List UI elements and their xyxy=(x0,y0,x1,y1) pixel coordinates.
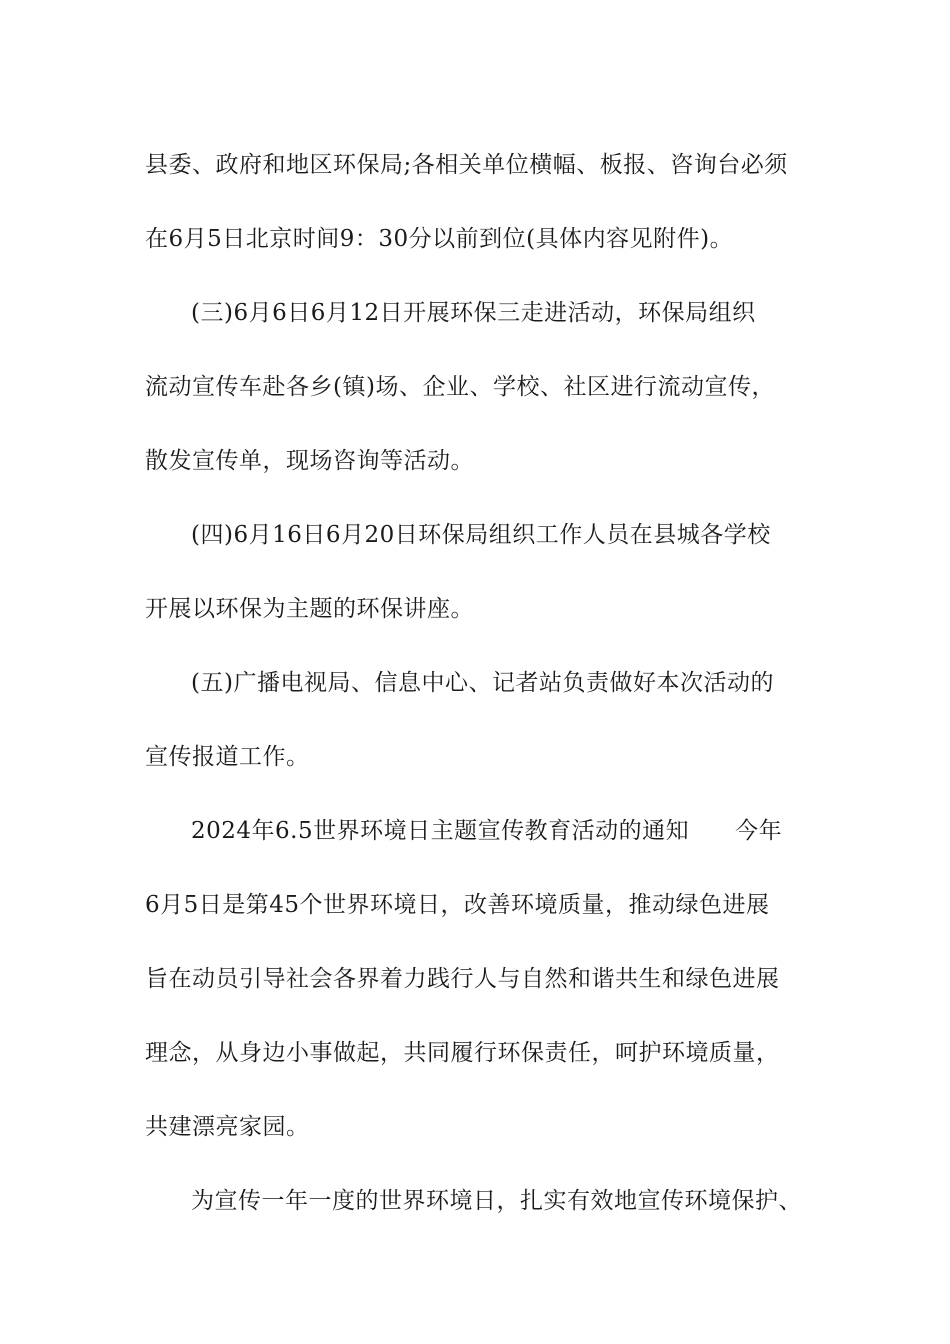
text-line: (四)6月16日6月20日环保局组织工作人员在县城各学校 xyxy=(191,522,771,548)
notice-lead: 今年 xyxy=(735,818,783,844)
text-line: 6月5日是第45个世界环境日，改善环境质量，推动绿色进展 xyxy=(145,892,770,918)
text-line: 理念，从身边小事做起，共同履行环保责任，呵护环境质量， xyxy=(145,1040,780,1066)
document-body xyxy=(145,128,825,1238)
text-line: 散发宣传单，现场咨询等活动。 xyxy=(145,448,474,474)
paragraph-6 xyxy=(145,1164,825,1238)
text-line: 共建漂亮家园。 xyxy=(145,1114,310,1140)
notice-title: 2024年6.5世界环境日主题宣传教育活动的通知 xyxy=(191,818,690,844)
paragraph-1 xyxy=(145,128,825,276)
paragraph-2 xyxy=(145,276,825,498)
text-line: (三)6月6日6月12日开展环保三走进活动，环保局组织 xyxy=(191,300,756,326)
text-line xyxy=(145,794,825,868)
text-line: 在6月5日北京时间9：30分以前到位(具体内容见附件)。 xyxy=(145,226,734,252)
paragraph-4 xyxy=(145,646,825,794)
text-line: 开展以环保为主题的环保讲座。 xyxy=(145,596,474,622)
text-line: 宣传报道工作。 xyxy=(145,744,310,770)
text-line: (五)广播电视局、信息中心、记者站负责做好本次活动的 xyxy=(191,670,774,696)
text-line: 为宣传一年一度的世界环境日，扎实有效地宣传环境保护、 xyxy=(191,1188,802,1214)
paragraph-5 xyxy=(145,794,825,1164)
text-line: 县委、政府和地区环保局;各相关单位横幅、板报、咨询台必须 xyxy=(145,152,788,178)
text-line: 流动宣传车赴各乡(镇)场、企业、学校、社区进行流动宣传， xyxy=(145,374,775,400)
paragraph-3 xyxy=(145,498,825,646)
text-line: 旨在动员引导社会各界着力践行人与自然和谐共生和绿色进展 xyxy=(145,966,780,992)
